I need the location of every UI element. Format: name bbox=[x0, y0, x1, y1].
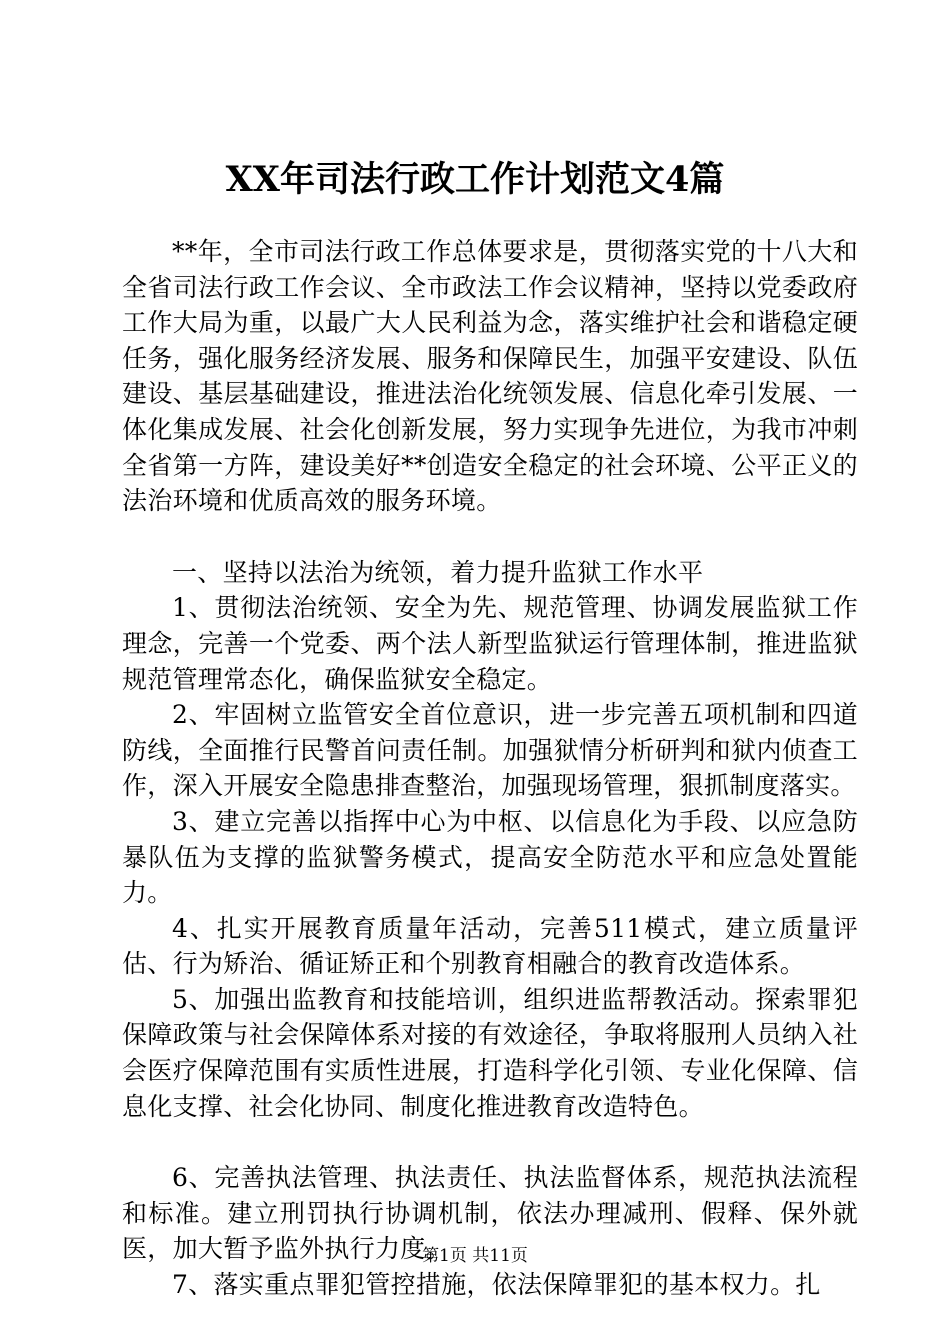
paragraph-item-7: 7、落实重点罪犯管控措施，依法保障罪犯的基本权力。扎 bbox=[172, 1270, 821, 1300]
page-footer: 第1页 共11页 bbox=[422, 1246, 528, 1266]
paragraph-intro: **年，全市司法行政工作总体要求是，贯彻落实党的十八大和全省司法行政工作会议、全市政法工作会议精神，坚持以党委政府工作大局为重，以最广大人民利益为念，落实维护社会和谐稳定硬任务，强化服务经济发展、服务和保障民生，加强平安建设、队伍建设、基层基础建设，推进法治化统领发展、信息化牵引发展、一体化集成发展、社会化创新发展，努力实现争先进位，为我市冲刺全省第一方阵，建设美好**创造安全稳定的社会环境、公平正义的法治环境和优质高效的服务环境。 bbox=[122, 237, 858, 516]
paragraph-gap bbox=[122, 1124, 858, 1160]
section-heading: 一、坚持以法治为统领，着力提升监狱工作水平 bbox=[172, 557, 704, 587]
paragraph-item-3: 3、建立完善以指挥中心为中枢、以信息化为手段、以应急防暴队伍为支撑的监狱警务模式，提高安全防范水平和应急处置能力。 bbox=[122, 806, 858, 908]
paragraph-item-2: 2、牢固树立监管安全首位意识，进一步完善五项机制和四道防线，全面推行民警首问责任制。加强狱情分析研判和狱内侦查工作，深入开展安全隐患排查整治，加强现场管理，狠抓制度落实。 bbox=[122, 700, 858, 801]
paragraph-gap bbox=[122, 519, 858, 555]
paragraph-item-4: 4、扎实开展教育质量年活动，完善511模式，建立质量评估、行为矫治、循证矫正和个别教育相融合的教育改造体系。 bbox=[122, 913, 858, 979]
paragraph-item-6: 6、完善执法管理、执法责任、执法监督体系，规范执法流程和标准。建立刑罚执行协调机制，依法办理减刑、假释、保外就医，加大暂予监外执行力度。 bbox=[122, 1163, 858, 1264]
document-body bbox=[122, 234, 858, 1303]
document-title: XX年司法行政工作计划范文4篇 bbox=[225, 159, 725, 200]
paragraph-item-1: 1、贯彻法治统领、安全为先、规范管理、协调发展监狱工作理念，完善一个党委、两个法人新型监狱运行管理体制，推进监狱规范管理常态化，确保监狱安全稳定。 bbox=[122, 593, 858, 694]
paragraph-item-5: 5、加强出监教育和技能培训，组织进监帮教活动。探索罪犯保障政策与社会保障体系对接的有效途径，争取将服刑人员纳入社会医疗保障范围有实质性进展，打造科学化引领、专业化保障、信息化支撑、社会化协同、制度化推进教育改造特色。 bbox=[122, 984, 858, 1121]
